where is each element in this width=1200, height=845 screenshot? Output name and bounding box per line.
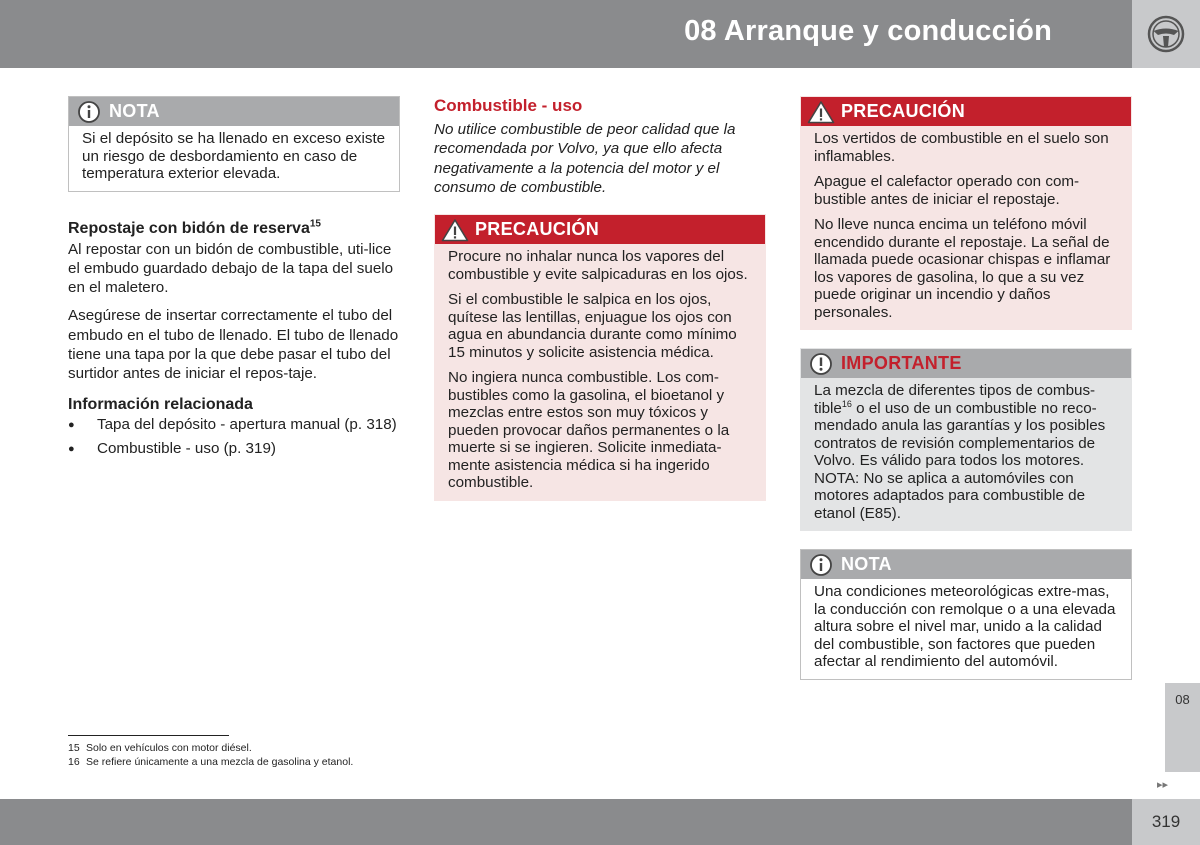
importante-header (801, 349, 1131, 378)
precaucion-paragraph: No lleve nunca encima un teléfono móvil encendido durante el repostaje. La señal de llamada puede ocasionar chispas e inflamar los vapores de gasolina, lo que a su vez puede originar un incendio y daños personales. (814, 216, 1111, 321)
precaucion-paragraph: No ingiera nunca combustible. Los com-bustibles como la gasolina, el bioetanol y mezclas entre estos son muy tóxicos y pueden provocar daños permanentes o la muerte si se ingieren. Solicite inmediata-mente asistencia médica si ha ingerido combustible. (448, 369, 730, 492)
nota-header (69, 97, 399, 126)
nota-box (800, 549, 1132, 680)
next-page-arrows-icon[interactable]: ▸▸ (1157, 779, 1169, 791)
nota-body: Una condiciones meteorológicas extre-mas, la conducción con remolque o a una elevada altura sobre el nivel mar, unido a la calidad del combustible, son factores que pueden afectar al rendimiento del automóvil. (801, 579, 1131, 679)
precaucion-header (435, 215, 765, 244)
footnote-text: Se refiere únicamente a una mezcla de gasolina y etanol. (86, 756, 354, 768)
footnote-ref-16[interactable]: 16 (841, 398, 852, 409)
precaucion-paragraph: Si el combustible le salpica en los ojos, quítese las lentillas, enjuague los ojos con agua en abundancia durante como mínimo 15 minutos y solicite asistencia médica. (448, 291, 737, 361)
exclamation-icon (801, 352, 841, 376)
footnote (68, 755, 353, 769)
warning-triangle-icon (435, 218, 475, 242)
nota-header (801, 550, 1131, 579)
footnote (68, 741, 353, 755)
header-bar (0, 0, 1132, 68)
chapter-tab[interactable]: 08 (1165, 683, 1200, 772)
footnotes (68, 741, 353, 769)
related-link[interactable]: ● Combustible - uso (p. 319) (68, 440, 400, 459)
footer-bar (0, 799, 1200, 845)
precaucion-body (435, 244, 765, 500)
importante-paragraph (814, 382, 1119, 522)
nota-box (68, 96, 400, 192)
importante-body (801, 378, 1131, 530)
section-title: Combustible - uso (434, 96, 583, 115)
precaucion-box (800, 96, 1132, 330)
nota-body: Si el depósito se ha llenado en exceso existe un riesgo de desbordamiento en caso de temperatura exterior elevada. (69, 126, 399, 191)
importante-title: IMPORTANTE (841, 353, 962, 373)
steering-wheel-icon (1146, 14, 1186, 54)
repostaje-heading (68, 220, 400, 238)
importante-text-start: La mezcla de diferentes tipos de combus-tible (814, 382, 1096, 417)
related-info-list (68, 416, 400, 459)
precaucion-title: PRECAUCIÓN (475, 219, 600, 240)
chapter-title: 08 Arranque y conducción (684, 15, 1052, 47)
nota-title: NOTA (109, 101, 160, 121)
footnote-text: Solo en vehículos con motor diésel. (86, 742, 252, 754)
importante-box (800, 348, 1132, 531)
column-left (68, 96, 400, 465)
info-icon (69, 100, 109, 124)
chapter-icon-box (1132, 0, 1200, 68)
precaucion-paragraph: Procure no inhalar nunca los vapores del combustible y evite salpicaduras en los ojos. (448, 248, 748, 283)
precaucion-paragraph: Apague el calefactor operado con com-bustible antes de iniciar el repostaje. (814, 173, 1080, 208)
warning-triangle-icon (801, 100, 841, 124)
precaucion-body (801, 126, 1131, 329)
footnote-number: 16 (68, 756, 80, 768)
info-icon (801, 553, 841, 577)
repostaje-heading-text: Repostaje con bidón de reserva (68, 219, 310, 237)
section-intro: No utilice combustible de peor calidad que la recomendada por Volvo, ya que ello afecta negativamente a la potencia del motor y el consumo de combustible. (434, 121, 736, 196)
footnote-divider (68, 735, 229, 736)
related-link[interactable]: ● Tapa del depósito - apertura manual (p. 318) (68, 416, 400, 435)
footnote-ref-15[interactable]: 15 (309, 218, 321, 230)
nota-title: NOTA (841, 554, 892, 574)
repostaje-paragraph-2: Asegúrese de insertar correctamente el tubo del embudo en el tubo de llenado. El tubo de llenado tiene una tapa por la que debe pasar el tubo del surtidor antes de iniciar el repos-taje. (68, 307, 399, 383)
page-number: 319 (1132, 799, 1200, 845)
precaucion-header (801, 97, 1131, 126)
precaucion-title: PRECAUCIÓN (841, 101, 966, 121)
precaucion-box (434, 214, 766, 501)
importante-text-end: o el uso de un combustible no reco-mendado anula las garantías y los posibles contratos de revisión complementarios de Volvo. Es válido para todos los motores. NOTA: No se aplica a automóviles con motores adaptados para combustible de etanol (E85). (814, 399, 1106, 522)
related-info-heading: Información relacionada (68, 395, 253, 413)
precaucion-paragraph: Los vertidos de combustible en el suelo son inflamables. (814, 130, 1109, 165)
footnote-number: 15 (68, 742, 80, 754)
column-right (800, 96, 1132, 698)
column-middle (434, 96, 766, 519)
repostaje-paragraph-1: Al repostar con un bidón de combustible, uti-lice el embudo guardado debajo de la tapa del suelo en el maletero. (68, 240, 394, 297)
